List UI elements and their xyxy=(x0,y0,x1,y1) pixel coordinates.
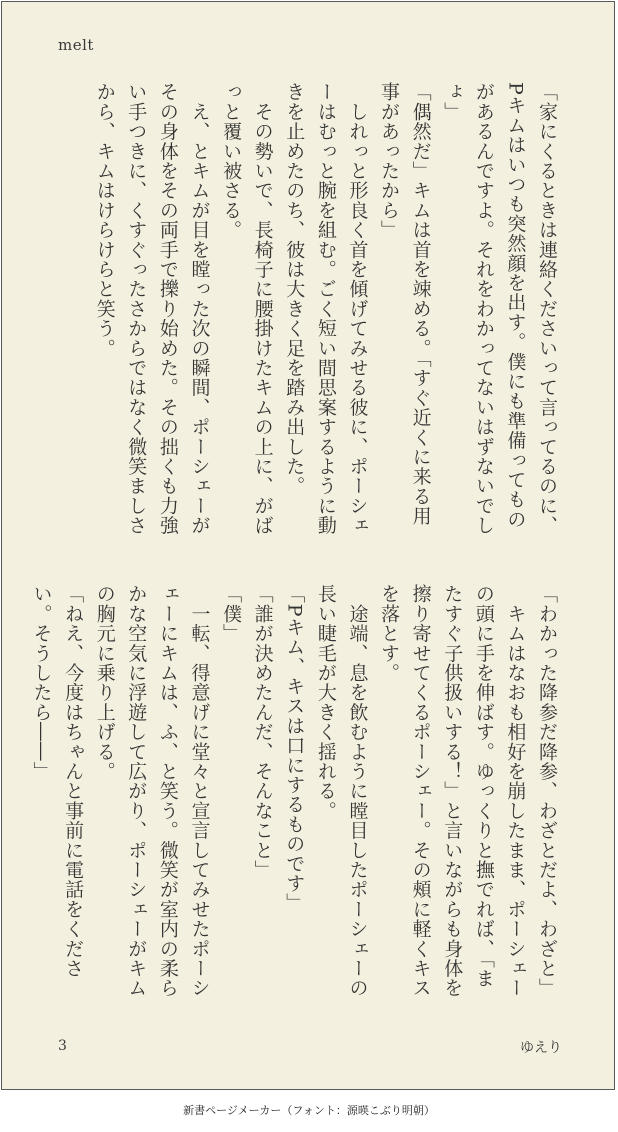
author-name: ゆえり xyxy=(520,1040,562,1056)
page-number: 3 xyxy=(58,1038,67,1054)
paragraph: 「偶然だ」キムは首を竦める。「すぐ近くに来る用事があったから」 xyxy=(378,82,432,526)
paragraph: 「わかった降参だ降参、わざとだよ、わざと」 xyxy=(536,584,558,998)
paragraph: 「誰が決めたんだ、そんなこと」 xyxy=(251,584,274,880)
paragraph: しれっと形良く首を傾げてみせる彼に、ポーシェーはむっと腕を組む。ごく短い間思案するように動きを止めたのち、彼は大きく足を踏み出した。 xyxy=(283,82,369,536)
paragraph: 「Pキム、キスは口にするものです」 xyxy=(283,584,306,913)
paragraph: 一転、得意げに堂々と宣言してみせたポーシェーにキムは、ふ、と笑う。微笑が室内の柔らかな空気に浮遊して広がり、ポーシェーがキムの胸元に乗り上げる。 xyxy=(93,584,211,998)
paragraph: キムはなおも相好を崩したまま、ポーシェーの頭に手を伸ばす。ゆっくりと撫でれば、「またすぐ子供扱いする！」と言いながらも身体を擦り寄せてくるポーシェー。その頰に軽くキスを落とす。 xyxy=(378,584,527,998)
paragraph: 「ねえ、今度はちゃんと事前に電話をください。そうしたら――」 xyxy=(30,584,85,978)
paragraph: その勢いで、長椅子に腰掛けたキムの上に、がばっと覆い被さる。 xyxy=(220,82,274,536)
paragraph: 「家にくるときは連絡くださいって言ってるのに、Pキムはいつも突然顔を出す。僕にも準備ってものがあるんですよ。それをわかってないはずないでしょ」 xyxy=(441,82,558,536)
upper-text-column xyxy=(57,82,562,542)
book-page xyxy=(1,1,615,1090)
page-header-title: melt xyxy=(58,36,94,54)
paragraph: え、とキムが目を瞠った次の瞬間、ポーシェーがその身体をその両手で擽り始めた。その拙くも力強い手つきに、くすぐったさからではなく微笑ましさから、キムはけらけらと笑う。 xyxy=(93,82,211,536)
lower-text-column xyxy=(30,584,562,1004)
paragraph: 「僕」 xyxy=(220,584,243,644)
generator-credit: 新書ページメーカー（フォント：源暎こぶり明朝） xyxy=(183,1104,435,1117)
paragraph: 途端、息を飲むように瞠目したポーシェーの長い睫毛が大きく揺れる。 xyxy=(314,584,369,998)
